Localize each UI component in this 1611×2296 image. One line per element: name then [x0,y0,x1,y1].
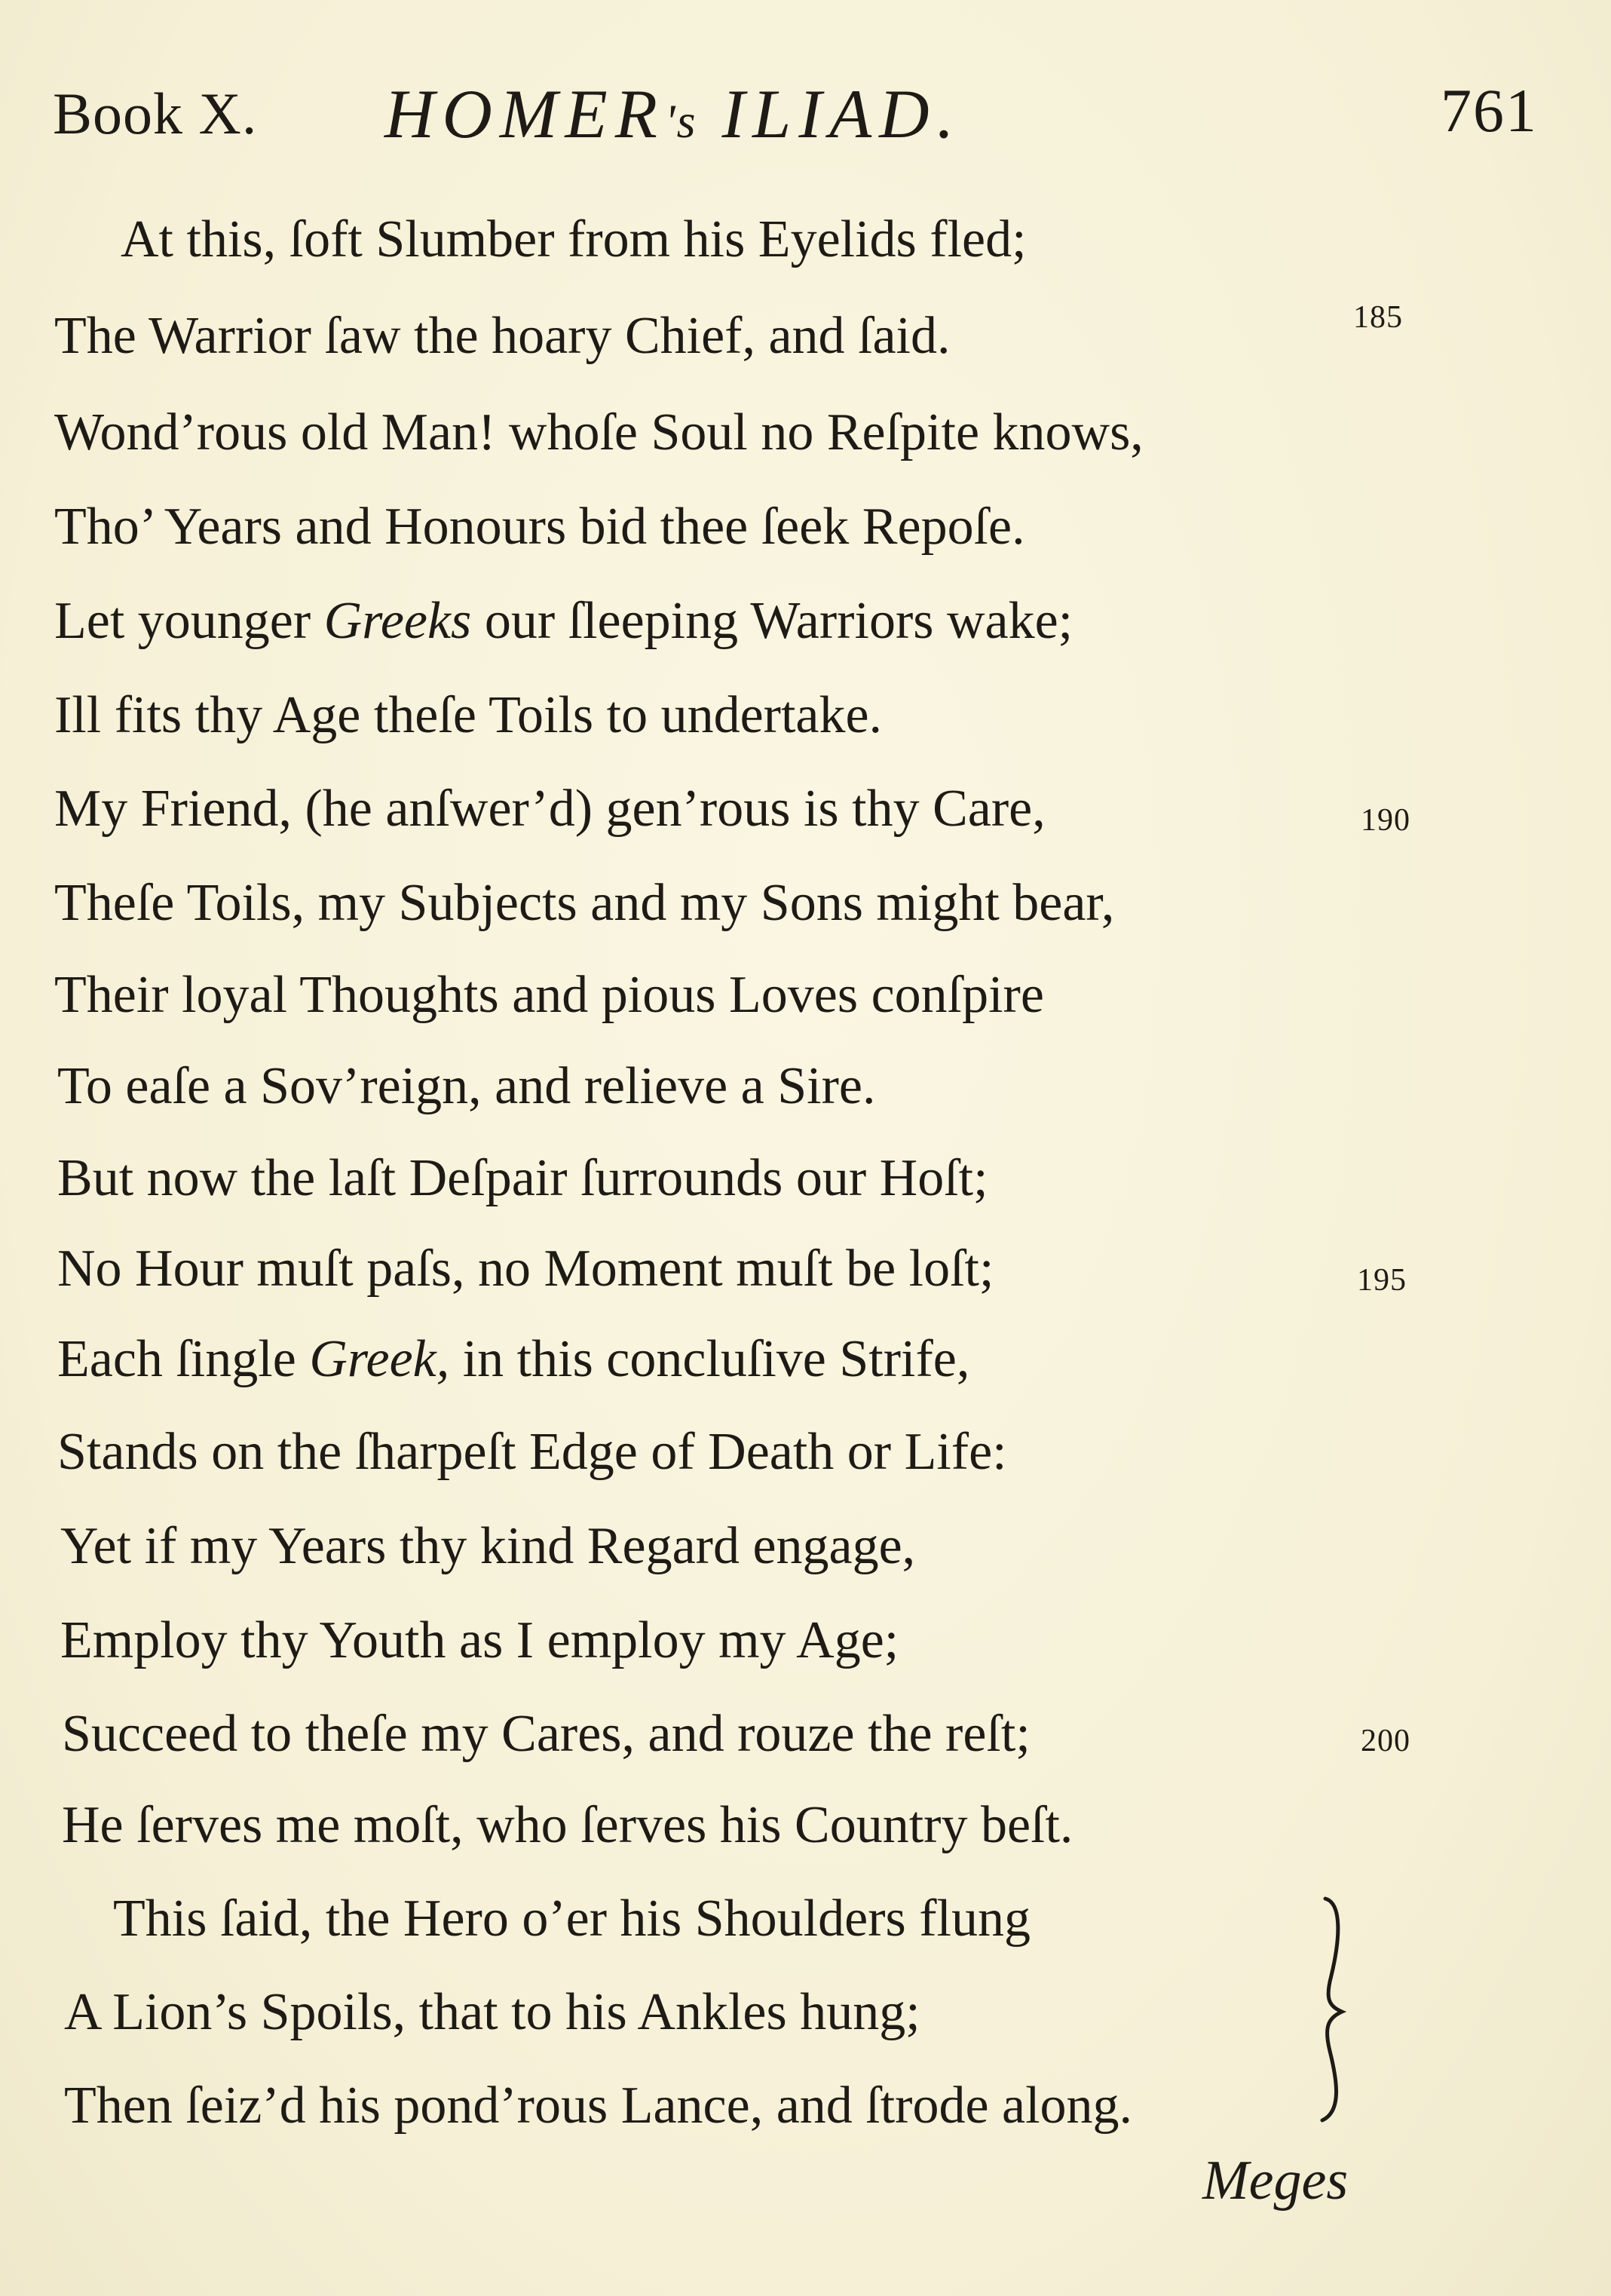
verse-text: Tho’ Years and Honours bid thee ſeek Repoſe. [54,498,1025,556]
verse-text: Ill fits thy Age theſe Toils to undertake. [54,686,883,744]
line-number: 190 [1361,803,1410,838]
verse-text: My Friend, (he anſwer’d) gen’rous is thy Care, [54,780,1046,838]
verse-text: Their loyal Thoughts and pious Loves conſpire [54,966,1044,1024]
title-part2: ILIAD. [721,75,962,152]
catchword: Meges [1202,2150,1349,2212]
verse-text: Stands on the ſharpeſt Edge of Death or Life: [57,1423,1007,1481]
verse-line [0,1687,1611,1782]
book-prefix: Book [53,81,184,146]
verse-line [0,1222,1611,1317]
verse-line [0,1312,1611,1407]
verse-line [0,948,1611,1043]
verse-text: A Lion’s Spoils, that to his Ankles hung; [64,1983,920,2041]
verse-line [0,668,1611,763]
line-number: 185 [1353,300,1403,335]
verse-line [0,289,1611,384]
title-part1: HOMER [384,75,665,152]
verse-line [0,856,1611,951]
verse-line [0,1871,1611,1966]
verse-text: No Hour muſt paſs, no Moment muſt be loſt; [57,1240,994,1298]
verse-line [0,192,1611,287]
verse-text: Wond’rous old Man! whoſe Soul no Reſpite knows, [54,403,1144,461]
verse-text: Each ſingle Greek, in this concluſive Strife, [57,1330,970,1388]
verse-line [0,1593,1611,1688]
line-number: 200 [1361,1724,1410,1758]
verse-text: Yet if my Years thy kind Regard engage, [60,1517,916,1575]
verse-line [0,574,1611,669]
verse-line [0,1405,1611,1500]
verse-line [0,1039,1611,1134]
verse-line [0,762,1611,857]
verse-line [0,480,1611,575]
verse-text: But now the laſt Deſpair ſurrounds our Hoſt; [57,1149,988,1207]
verse-text: Succeed to theſe my Cares, and rouze the reſt; [62,1705,1031,1763]
verse-text: Employ thy Youth as I employ my Age; [60,1611,899,1669]
verse-line [0,1499,1611,1594]
verse-text: Let younger Greeks our ſleeping Warriors wake; [54,592,1073,650]
verse-line [0,1965,1611,2060]
verse-text: At this, ſoft Slumber from his Eyelids fled; [121,210,1027,268]
running-header [53,66,1545,157]
title-possessive: 's [664,94,697,148]
verse-text: To eaſe a Sov’reign, and relieve a Sire. [57,1057,876,1115]
verse-text: Theſe Toils, my Subjects and my Sons might bear, [54,874,1115,932]
verse-line [0,385,1611,480]
verse-text: The Warrior ſaw the hoary Chief, and ſaid. [54,307,951,365]
verse-text: He ſerves me moſt, who ſerves his Country beſt. [62,1796,1073,1854]
triplet-brace [1312,1893,1364,2126]
line-number: 195 [1357,1263,1407,1298]
verse-line [0,2058,1611,2153]
running-title [384,74,962,154]
book-number: X. [198,81,258,146]
book-label [53,80,257,148]
verse-text: This ſaid, the Hero o’er his Shoulders flung [113,1890,1031,1948]
page-number: 761 [1441,76,1538,145]
verse-line [0,1778,1611,1873]
verse-line [0,1131,1611,1226]
verse-text: Then ſeiz’d his pond’rous Lance, and ſtrode along. [64,2077,1133,2135]
